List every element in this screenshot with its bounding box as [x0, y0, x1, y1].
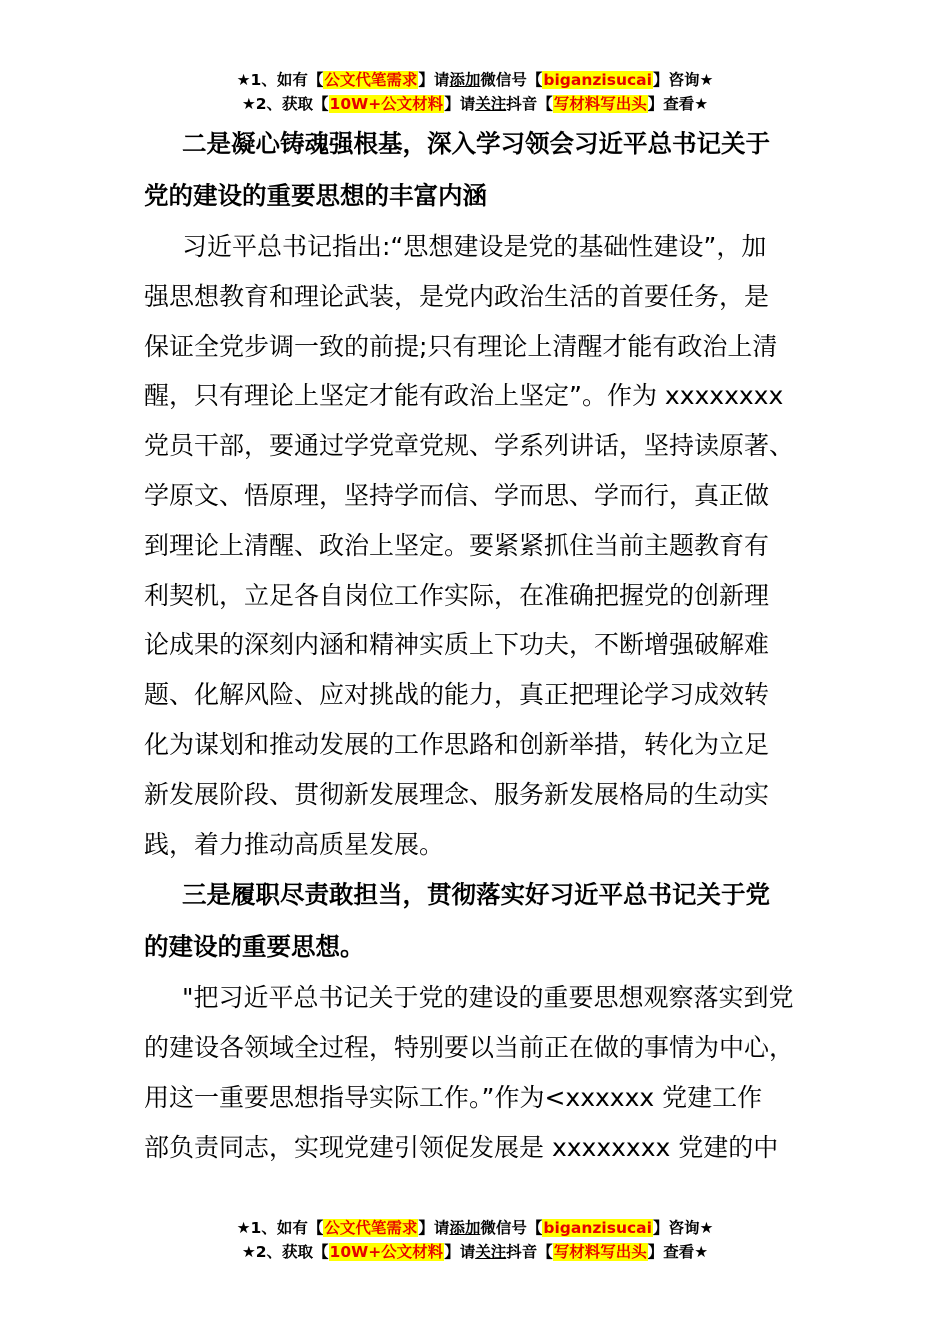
paragraph-line: 部负责同志，实现党建引领促发展是 xxxxxxxx 党建的中 [144, 1132, 779, 1162]
promo-underlined-text: 关注 [475, 1243, 507, 1261]
paragraph-line: 学原文、悟原理，坚持学而信、学而思、学而行，真正做 [144, 480, 770, 510]
promo-underlined-text: 关注 [475, 95, 507, 113]
paragraph-line: 的建设各领域全过程，特别要以当前正在做的事情为中心， [144, 1033, 795, 1063]
promo-line-1 [0, 68, 950, 92]
star-icon: ★ [241, 95, 256, 113]
promo-line-2 [0, 92, 950, 116]
paragraph-line: 利契机，立足各自岗位工作实际，在准确把握党的创新理 [144, 580, 770, 610]
star-icon: ★ [694, 1243, 709, 1261]
promo-footer [0, 1216, 950, 1264]
star-icon: ★ [236, 71, 251, 89]
paragraph-line: 论成果的深刻内涵和精神实质上下功夫，不断增强破解难 [144, 630, 770, 660]
promo-highlight: 10W+公文材料 [329, 95, 444, 113]
promo-text: 】咨询 [652, 71, 700, 89]
promo-text: 抖音【 [506, 95, 553, 113]
promo-text: 1、如有【 [250, 1219, 324, 1237]
promo-douyin-account: 写材料写出头 [553, 1243, 647, 1261]
paragraph-line: 保证全党步调一致的前提;只有理论上清醒才能有政治上清 [144, 331, 778, 361]
paragraph-line: 强思想教育和理论武装，是党内政治生活的首要任务，是 [144, 281, 770, 311]
promo-highlight: 公文代笔需求 [324, 1219, 418, 1237]
promo-underlined-text: 添加 [449, 1219, 481, 1237]
paragraph-line: 题、化解风险、应对挑战的能力，真正把理论学习成效转 [144, 680, 770, 710]
paragraph-line: 党员干部，要通过学党章党规、学系列讲话，坚持读原著、 [144, 431, 795, 461]
promo-line-1 [0, 1216, 950, 1240]
promo-underlined-text: 添加 [449, 71, 481, 89]
promo-text: 】请 [418, 71, 450, 89]
heading-line: 的建设的重要思想。 [144, 932, 365, 962]
promo-text: 2、获取【 [255, 1243, 329, 1261]
promo-text: 抖音【 [506, 1243, 553, 1261]
promo-text: 】咨询 [652, 1219, 700, 1237]
paragraph-line: 用这一重要思想指导实际工作。”作为<xxxxxx 党建工作 [144, 1082, 763, 1112]
paragraph-line: 习近平总书记指出:“思想建设是党的基础性建设”，加 [182, 232, 767, 261]
promo-text: 】请 [418, 1219, 450, 1237]
promo-highlight: 公文代笔需求 [324, 71, 418, 89]
promo-wechat-id: biganzisucai [543, 71, 652, 89]
section-heading-2 [144, 118, 808, 222]
promo-line-2 [0, 1240, 950, 1264]
paragraph-line: 践，着力推动高质星发展。 [144, 829, 445, 859]
heading-line: 二是凝心铸魂强根基，深入学习领会习近平总书记关于 [182, 129, 770, 158]
star-icon: ★ [699, 1219, 714, 1237]
paragraph-line: "把习近平总书记关于党的建设的重要思想观察落实到党 [182, 983, 794, 1013]
star-icon: ★ [236, 1219, 251, 1237]
star-icon: ★ [241, 1243, 256, 1261]
promo-text: 微信号【 [480, 71, 543, 89]
paragraph-line: 新发展阶段、贯彻新发展理念、服务新发展格局的生动实 [144, 779, 770, 809]
paragraph-line: 到理论上清醒、政治上坚定。要紧紧抓住当前主题教育有 [144, 530, 770, 560]
promo-douyin-account: 写材料写出头 [553, 95, 647, 113]
promo-highlight: 10W+公文材料 [329, 1243, 444, 1261]
promo-text: 】查看 [647, 1243, 695, 1261]
promo-text: 】请 [444, 95, 476, 113]
document-body [144, 118, 808, 1173]
promo-text: 1、如有【 [250, 71, 324, 89]
promo-text: 2、获取【 [255, 95, 329, 113]
star-icon: ★ [699, 71, 714, 89]
paragraph-line: 醒，只有理论上坚定才能有政治上坚定”。作为 xxxxxxxx [144, 381, 784, 411]
paragraph-line: 化为谋划和推动发展的工作思路和创新举措，转化为立足 [144, 729, 770, 759]
promo-text: 】查看 [647, 95, 695, 113]
promo-wechat-id: biganzisucai [543, 1219, 652, 1237]
promo-text: 】请 [444, 1243, 476, 1261]
body-paragraph-2 [144, 973, 808, 1172]
body-paragraph-1 [144, 222, 808, 869]
section-heading-3 [144, 869, 808, 973]
heading-line: 党的建设的重要思想的丰富内涵 [144, 181, 487, 210]
heading-line: 三是履职尽责敢担当，贯彻落实好习近平总书记关于党 [182, 880, 770, 910]
promo-header [0, 68, 950, 116]
promo-text: 微信号【 [480, 1219, 543, 1237]
star-icon: ★ [694, 95, 709, 113]
